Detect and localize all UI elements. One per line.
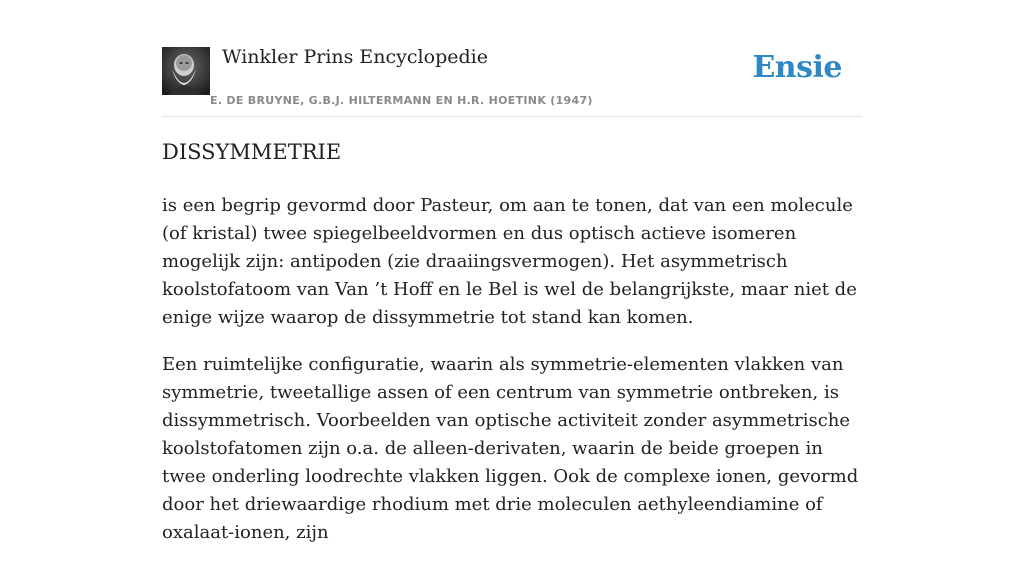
site-header: [162, 44, 862, 117]
article-body: [162, 192, 862, 566]
brand-logo-link[interactable]: Ensie: [752, 50, 842, 85]
author-portrait-icon: [162, 47, 210, 95]
article-paragraph: is een begrip gevormd door Pasteur, om aan te tonen, dat van een molecule (of kristal) twee spiegelbeeldvormen en dus optisch actieve isomeren mogelijk zijn: antipoden (zie draaiingsvermogen). Het asymmetrisch koolstofatoom van Van ’t Hoff en le Bel is wel de belangrijkste, maar niet de enige wijze waarop de dissymmetrie tot stand kan komen.: [162, 195, 857, 328]
authors-line: E. DE BRUYNE, G.B.J. HILTERMANN EN H.R. HOETINK (1947): [210, 94, 593, 107]
bearded-man-portrait-icon: [162, 47, 210, 95]
article-title: DISSYMMETRIE: [162, 140, 342, 164]
article-paragraph: Een ruimtelijke configuratie, waarin als symmetrie-elementen vlakken van symmetrie, tweetallige assen of een centrum van symmetrie ontbreken, is dissymmetrisch. Voorbeelden van optische activiteit zonder asymmetrische koolstofatomen zijn o.a. de alleen-derivaten, waarin de beide groepen in twee onderling loodrechte vlakken liggen. Ook de complexe ionen, gevormd door het driewaardige rhodium met drie moleculen aethyleendiamine of oxalaat-ionen, zijn: [162, 354, 859, 543]
site-name[interactable]: Winkler Prins Encyclopedie: [222, 46, 488, 68]
